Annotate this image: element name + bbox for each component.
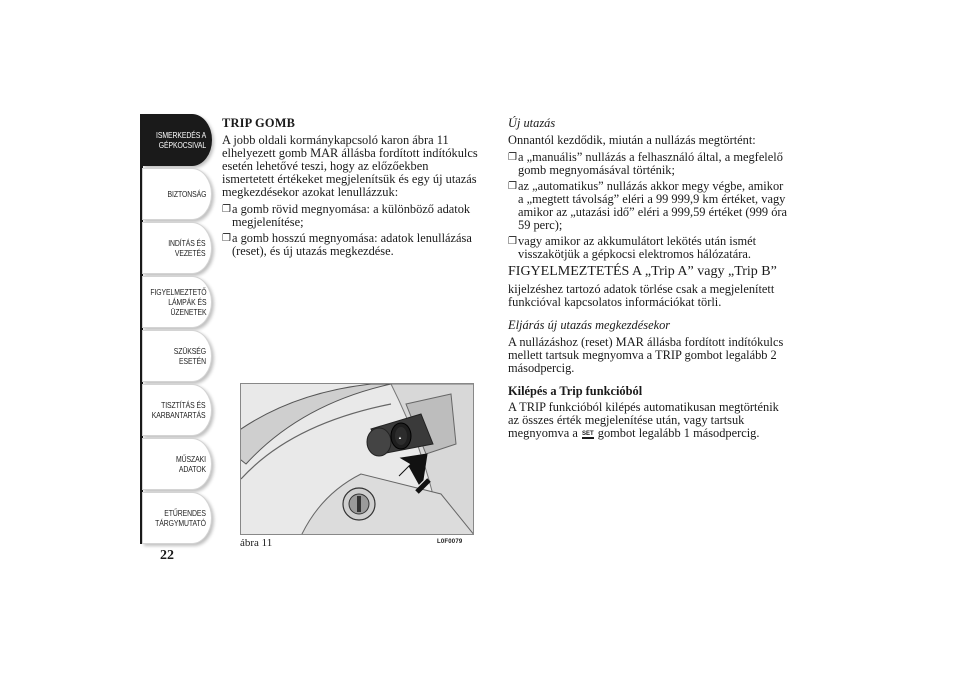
figure-steering-stalk — [240, 383, 474, 535]
figure-code: L0F0079 — [437, 539, 463, 545]
tab-muszaki[interactable]: MŰSZAKI ADATOK — [142, 438, 212, 490]
checkbox-bullet-icon: ❐ — [508, 236, 517, 247]
list-item: ❐ a „manuális” nullázás a felhasználó által, a megfelelő gomb megnyomásával történik; — [508, 150, 783, 177]
warning-text: kijelzéshez tartozó adatok törlése csak a megjelenített funkcióval kapcsolatos információkat törli. — [508, 282, 775, 309]
list-item: ❐ a gomb rövid megnyomása: a különböző adatok megjelenítése; — [222, 202, 471, 229]
exit-heading: Kilépés a Trip funkcióból — [508, 384, 643, 398]
procedure-text: A nullázáshoz (reset) MAR állásba fordított indítókulcs mellett tartsuk megnyomva a TRIP gombot legalább 2 másodpercig. — [508, 335, 784, 375]
tab-szukseg[interactable]: SZÜKSÉG ESETÉN — [142, 330, 212, 382]
section-heading-trip-gomb: TRIP GOMB — [222, 116, 296, 130]
list-item: ❐ az „automatikus” nullázás akkor megy végbe, amikor a „megtett távolság” eléri a 99 999,9 km értéket, vagy amikor az „utazási idő” eléri a 999,59 értéket (999 óra 59 perc); — [508, 179, 788, 232]
list-item: ❐ vagy amikor az akkumulátort lekötés után ismét visszakötjük a gépkocsi elektromos hálózatára. — [508, 234, 757, 261]
right-column — [508, 117, 790, 444]
steering-stalk-illustration — [241, 384, 474, 535]
intro-paragraph: A jobb oldali kormánykapcsoló karon ábra 11 elhelyezett gomb MAR állásba fordított indítókulcs esetén lehetővé teszi, hogy az előzőekben ismertetett értékeket megjelenítsük és egy új utazás megkezdésekor azokat lenullázzuk: — [222, 133, 478, 199]
tab-tisztitas[interactable]: TISZTÍTÁS ÉS KARBANTARTÁS — [142, 384, 212, 436]
tab-ismerkedes[interactable]: ISMERKEDÉS A GÉPKOCSIVAL — [142, 114, 212, 166]
tab-biztonsag[interactable]: BIZTONSÁG — [142, 168, 212, 220]
new-trip-intro: Onnantól kezdődik, miután a nullázás megtörtént: — [508, 133, 756, 147]
svg-text:▲: ▲ — [398, 435, 402, 440]
tab-figyelmezteto[interactable]: FIGYELMEZTETŐ LÁMPÁK ÉS ÜZENETEK — [142, 276, 212, 328]
list-item: ❐ a gomb hosszú megnyomása: adatok lenullázása (reset), és új utazás megkezdése. — [222, 231, 472, 258]
checkbox-bullet-icon: ❐ — [222, 204, 231, 215]
warning-heading: FIGYELMEZTETÉS A „Trip A” vagy „Trip B” — [508, 264, 777, 279]
checkbox-bullet-icon: ❐ — [508, 152, 517, 163]
procedure-heading: Eljárás új utazás megkezdésekor — [508, 318, 671, 332]
checkbox-bullet-icon: ❐ — [222, 233, 231, 244]
page-number: 22 — [160, 548, 174, 563]
exit-text: A TRIP funkcióból kilépés automatikusan megtörténik az összes érték megjelenítése után, vagy tartsuk megnyomva a SET gombot legalább 1 másodpercig. — [508, 400, 779, 440]
tab-inditas[interactable]: INDÍTÁS ÉS VEZETÉS — [142, 222, 212, 274]
tab-targymutato[interactable]: ETŰRENDES TÁRGYMUTATÓ — [142, 492, 212, 544]
left-column — [222, 117, 480, 261]
new-trip-heading: Új utazás — [508, 116, 556, 130]
set-button-icon: SET — [581, 431, 594, 437]
checkbox-bullet-icon: ❐ — [508, 181, 517, 192]
figure-caption: ábra 11 — [240, 537, 273, 549]
